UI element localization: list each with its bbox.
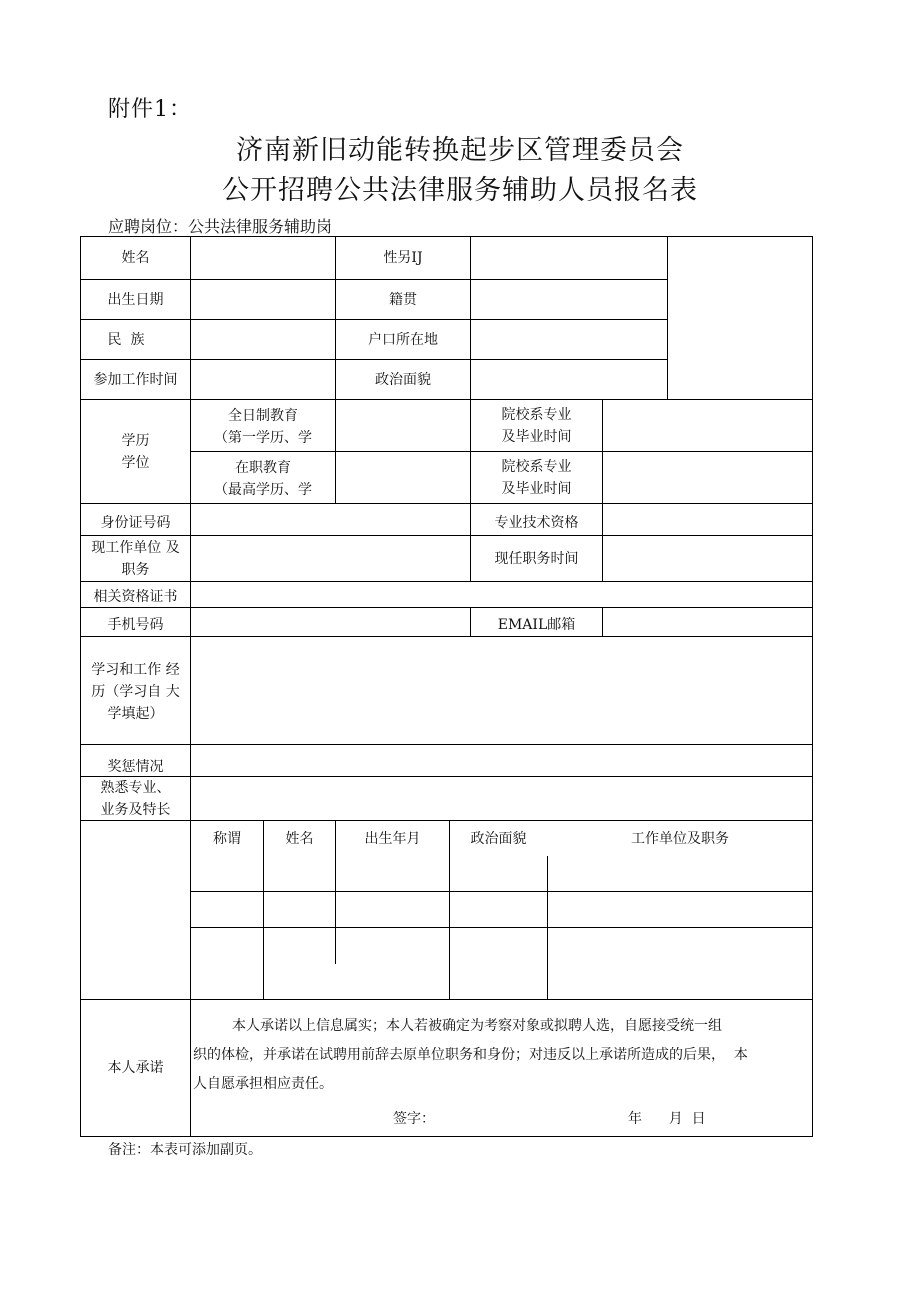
signature-label: 签字： [393, 1111, 435, 1127]
skills-label [81, 777, 190, 820]
date-label: 年 月 日 [628, 1111, 706, 1127]
fulltime-line2: （第一学历、学 [214, 430, 312, 446]
duty-time-field[interactable] [603, 536, 812, 581]
awards-field[interactable] [191, 745, 812, 776]
education-label-line1: 学历 [121, 432, 150, 449]
fulltime-education-label [191, 400, 335, 451]
parttime-line2: （最高学历、学 [214, 482, 312, 498]
experience-field[interactable] [191, 637, 812, 744]
employer-label [81, 536, 190, 581]
school-major-line2: 及毕业时间 [501, 428, 572, 445]
pledge-text-line3: 人自愿承担相应责任。 [193, 1076, 333, 1092]
fulltime-education-field[interactable] [336, 400, 470, 451]
id-number-label: 身份证号码 [100, 514, 171, 531]
school-major2-line2: 及毕业时间 [501, 480, 572, 497]
birth-date-label: 出生日期 [107, 291, 164, 308]
phone-label: 手机号码 [107, 617, 164, 633]
pledge-text-line1: 本人承诺以上信息属实；本人若被确定为考察对象或拟聘人选，自愿接受统一组 [232, 1018, 722, 1034]
experience-line2: 历（学习自 大 [91, 684, 180, 700]
family-header-relation: 称谓 [213, 831, 241, 847]
ethnicity-label: 民 族 [107, 331, 145, 348]
id-number-field[interactable] [191, 504, 470, 535]
native-place-field[interactable] [471, 280, 667, 319]
ethnicity-field[interactable] [191, 320, 335, 359]
duty-time-label: 现任职务时间 [494, 550, 579, 567]
email-label: EMAIL邮箱 [497, 617, 576, 633]
parttime-line1: 在职教育 [235, 460, 291, 476]
employer-field[interactable] [191, 536, 470, 581]
attachment-label: 附件1： [108, 97, 192, 122]
tech-qualification-label: 专业技术资格 [494, 514, 579, 531]
awards-label: 奖惩情况 [107, 758, 164, 775]
fulltime-line1: 全日制教育 [228, 408, 298, 424]
skills-line2: 业务及特长 [100, 801, 171, 818]
page-title-line1: 济南新旧动能转换起步区管理委员会 [236, 135, 684, 166]
employer-line1: 现工作单位 及 [91, 539, 180, 556]
work-start-label: 参加工作时间 [93, 371, 178, 388]
family-header-employer: 工作单位及职务 [631, 831, 729, 847]
parttime-school-field[interactable] [603, 452, 812, 503]
certificates-field[interactable] [191, 582, 812, 607]
parttime-school-label [471, 452, 602, 503]
name-label: 姓名 [121, 250, 150, 266]
position-label: 应聘岗位：公共法律服务辅助岗 [108, 217, 333, 236]
phone-field[interactable] [191, 608, 470, 636]
school-major2-line1: 院校系专业 [501, 458, 572, 475]
pledge-text-line2: 织的体检，并承诺在试聘用前辞去原单位职务和身份；对违反以上承诺所造成的后果， 本 [193, 1047, 748, 1063]
parttime-education-field[interactable] [336, 452, 470, 503]
native-place-label: 籍贯 [389, 291, 417, 308]
photo-area [668, 237, 812, 399]
experience-label [81, 637, 190, 744]
family-header-political: 政治面貌 [470, 831, 527, 847]
work-start-field[interactable] [191, 360, 335, 399]
political-status-label: 政治面貌 [375, 371, 431, 388]
fulltime-school-field[interactable] [603, 400, 812, 451]
name-field[interactable] [191, 237, 335, 279]
experience-line3: 学填起） [107, 706, 164, 722]
education-label-line2: 学位 [121, 454, 150, 471]
gender-field[interactable] [471, 237, 667, 279]
pledge-label: 本人承诺 [107, 1060, 164, 1076]
tech-qualification-field[interactable] [603, 504, 812, 535]
footnote: 备注：本表可添加副页。 [108, 1142, 262, 1158]
hukou-label: 户口所在地 [368, 331, 438, 348]
political-status-field[interactable] [471, 360, 667, 399]
family-header-name: 姓名 [285, 831, 314, 847]
parttime-education-label [191, 452, 335, 503]
education-label [81, 400, 190, 503]
family-header-birth: 出生年月 [364, 831, 421, 847]
page-title-line2: 公开招聘公共法律服务辅助人员报名表 [222, 175, 698, 206]
skills-field[interactable] [191, 777, 812, 820]
gender-label: 性另IJ [383, 250, 423, 266]
hukou-field[interactable] [471, 320, 667, 359]
certificates-label: 相关资格证书 [93, 588, 178, 605]
fulltime-school-label [471, 400, 602, 451]
birth-date-field[interactable] [191, 280, 335, 319]
skills-line1: 熟悉专业、 [100, 779, 171, 796]
employer-line2: 职务 [121, 561, 150, 578]
school-major-line1: 院校系专业 [501, 406, 572, 423]
experience-line1: 学习和工作 经 [91, 662, 180, 678]
email-field[interactable] [603, 608, 812, 636]
